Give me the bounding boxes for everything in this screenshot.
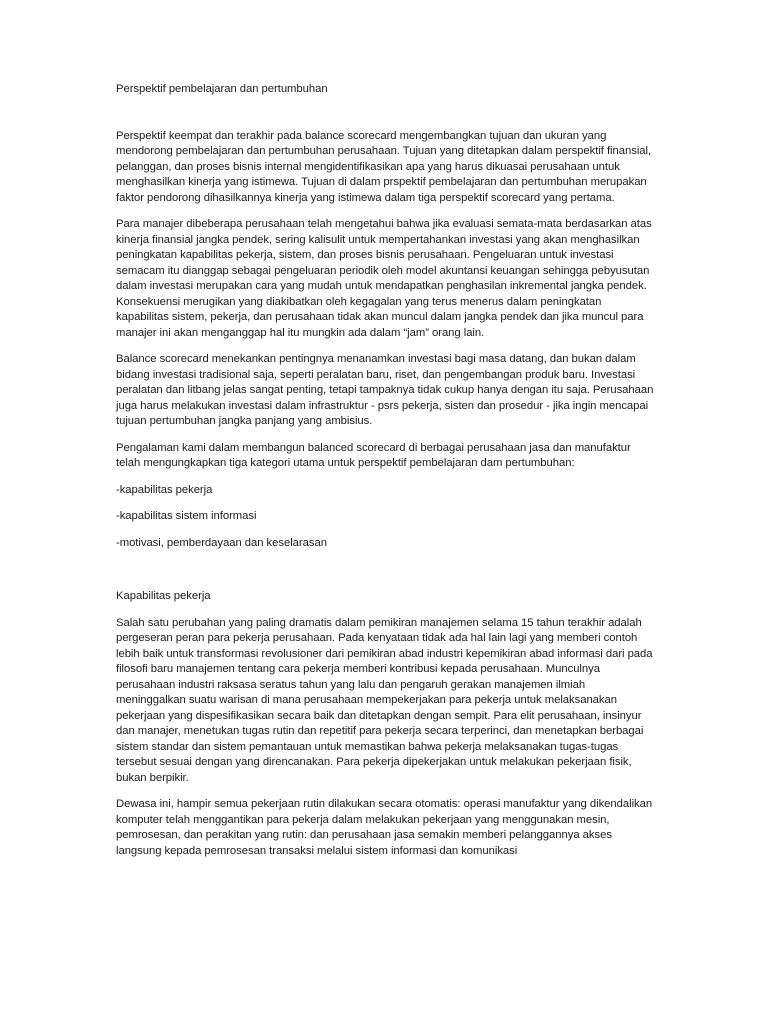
paragraph: Salah satu perubahan yang paling dramatis dalam pemikiran manajemen selama 15 tahun terakhir adalah pergeseran peran para pekerja perusahaan. Pada kenyataan tidak ada hal lain lagi yang memberi contoh lebih baik untuk transformasi revolusioner dari pemikiran abad industri kepemikiran abad informasi dari pada filosofi baru manajemen tentang cara pekerja memberi kontribusi kepada perusahaan. Munculnya perusahaan industri raksasa seratus tahun yang lalu dan pengaruh gerakan manajemen ilmiah meninggalkan suatu warisan di mana perusahaan mempekerjakan para pekerja untuk melaksanakan pekerjaan yang dispesifikasikan secara baik dan ditetapkan dengan sempit. Para elit perusahaan, insinyur dan manajer, menetukan tugas rutin dan repetitif para pekerja secara terperinci, dan menetapkan berbagai sistem standar dan sistem pemantauan untuk memastikan bahwa pekerja melaksanakan tugas-tugas tersebut sesuai dengan yang direncanakan. Para pekerja dipekerjakan untuk melakukan pekerjaan fisik, bukan berpikir. <box>116 616 653 784</box>
list-item: -kapabilitas sistem informasi <box>116 510 257 522</box>
paragraph: Para manajer dibeberapa perusahaan telah mengetahui bahwa jika evaluasi semata-mata berdasarkan atas kinerja finansial jangka pendek, sering kalisulit untuk mempertahankan investasi yang akan menghasilkan peningkatan kapabilitas pekerja, sistem, dan proses bisnis perusahaan. Pengeluaran untuk investasi semacam itu dianggap sebagai pengeluaran periodik oleh model akuntansi keuangan sehingga pebyusutan dalam investasi merupakan cara yang mudah untuk mendapatkan penghasilan inkremental jangka pendek. Konsekuensi merugikan yang diakibatkan oleh kegagalan yang terus menerus dalam peningkatan kapabilitas sistem, pekerja, dan perusahaan tidak akan muncul dalam jangka pendek dan jika muncul para manajer ini akan menganggap hal itu mungkin ada dalam “jam” orang lain. <box>116 218 652 339</box>
list-item: -kapabilitas pekerja <box>116 483 213 496</box>
paragraph: Dewasa ini, hampir semua pekerjaan rutin dilakukan secara otomatis: operasi manufaktur yang dikendalikan komputer telah menggantikan para pekerja dalam melakukan pekerjaan yang menggunakan mesin, pemrosesan, dan perakitan yang rutin: dan perusahaan jasa semakin memberi pelanggannya akses langsung kepada pemrosesan transaksi melalui sistem informasi dan komunikasi <box>116 798 653 857</box>
list-item: -motivasi, pemberdayaan dan keselarasan <box>116 536 327 549</box>
paragraph: Perspektif keempat dan terakhir pada balance scorecard mengembangkan tujuan dan ukuran yang mendorong pembelajaran dan pertumbuhan perusahaan. Tujuan yang ditetapkan dalam perspektif finansial, pelanggan, dan proses bisnis internal mengidentifikasikan apa yang harus dikuasai perusahaan untuk menghasilkan kinerja yang istimewa. Tujuan di dalam prspektif pembelajaran dan pertumbuhan merupakan faktor pendorong dihasilkannya kinerja yang istimewa dalam tiga perspektif scorecard yang pertama. <box>116 129 652 204</box>
section-heading-worker-capability: Kapabilitas pekerja <box>116 590 211 602</box>
document-page <box>116 82 656 859</box>
paragraph: Balance scorecard menekankan pentingnya menanamkan investasi bagi masa datang, dan bukan dalam bidang investasi tradisional saja, seperti peralatan baru, riset, dan pengembangan produk baru. Investasi peralatan dan litbang jelas sangat penting, tetapi tampaknya tidak cukup hanya dengan itu saja. Perusahaan juga harus melakukan investasi dalam infrastruktur - psrs pekerja, sisten dan prosedur - jika ingin mencapai tujuan pertumbuhan jangka panjang yang ambisius. <box>116 353 654 427</box>
section-heading-learning-growth: Perspektif pembelajaran dan pertumbuhan <box>116 83 328 95</box>
paragraph: Pengalaman kami dalam membangun balanced scorecard di berbagai perusahaan jasa dan manufaktur telah mengungkapkan tiga kategori utama untuk perspektif pembelajaran dam pertumbuhan: <box>116 441 631 469</box>
